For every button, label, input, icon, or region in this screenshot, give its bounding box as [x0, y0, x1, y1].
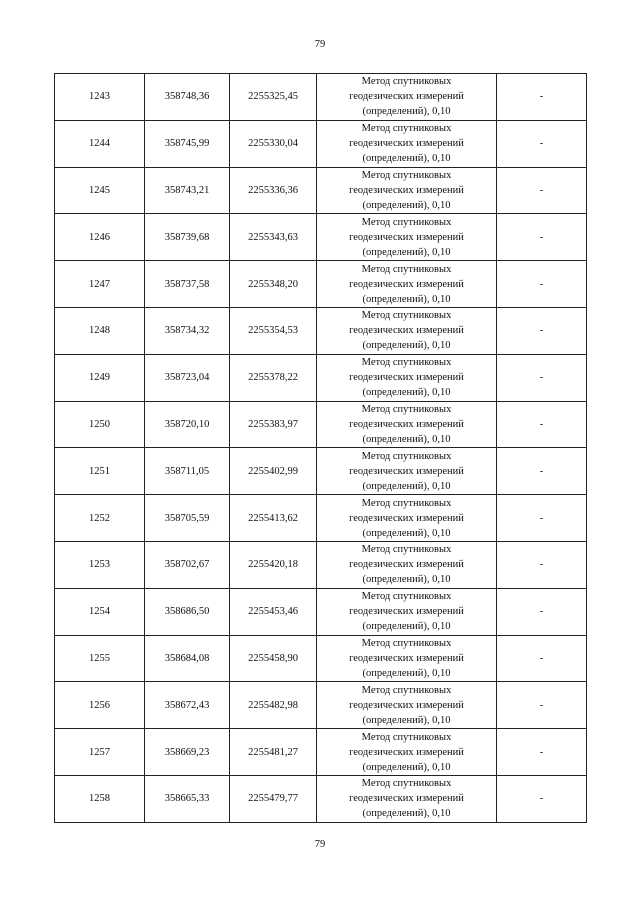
method-line: геодезических измерений [349, 559, 464, 571]
point-number-cell: 1244 [55, 120, 145, 167]
method-line: (определений), 0,10 [362, 293, 451, 305]
method-cell [317, 729, 497, 776]
method-line: геодезических измерений [349, 512, 464, 524]
method-line: (определений), 0,10 [362, 246, 451, 258]
y-coordinate-cell: 2255402,99 [230, 448, 317, 495]
method-cell [317, 120, 497, 167]
note-cell: - [497, 167, 587, 214]
method-line: (определений), 0,10 [362, 667, 451, 679]
table-row [55, 775, 587, 822]
method-line: (определений), 0,10 [362, 153, 451, 165]
method-line: геодезических измерений [349, 606, 464, 618]
point-number-cell: 1249 [55, 354, 145, 401]
coordinates-table-body [55, 74, 587, 823]
point-number-cell: 1251 [55, 448, 145, 495]
note-cell: - [497, 354, 587, 401]
method-line: геодезических измерений [349, 138, 464, 150]
table-row [55, 261, 587, 308]
method-line: (определений), 0,10 [362, 387, 451, 399]
method-line: геодезических измерений [349, 325, 464, 337]
note-cell: - [497, 682, 587, 729]
method-line: Метод спутниковых [361, 310, 452, 322]
method-line: Метод спутниковых [361, 216, 452, 228]
x-coordinate-cell: 358684,08 [145, 635, 230, 682]
y-coordinate-cell: 2255325,45 [230, 74, 317, 121]
method-line: Метод спутниковых [361, 357, 452, 369]
table-row [55, 588, 587, 635]
note-cell: - [497, 401, 587, 448]
method-line: (определений), 0,10 [362, 433, 451, 445]
table-row [55, 448, 587, 495]
y-coordinate-cell: 2255330,04 [230, 120, 317, 167]
method-line: Метод спутниковых [361, 169, 452, 181]
x-coordinate-cell: 358705,59 [145, 495, 230, 542]
method-cell [317, 448, 497, 495]
x-coordinate-cell: 358686,50 [145, 588, 230, 635]
x-coordinate-cell: 358711,05 [145, 448, 230, 495]
method-line: геодезических измерений [349, 746, 464, 758]
method-cell [317, 401, 497, 448]
table-row [55, 729, 587, 776]
method-line: (определений), 0,10 [362, 574, 451, 586]
y-coordinate-cell: 2255479,77 [230, 775, 317, 822]
method-line: геодезических измерений [349, 418, 464, 430]
method-line: Метод спутниковых [361, 544, 452, 556]
point-number-cell: 1247 [55, 261, 145, 308]
method-cell [317, 495, 497, 542]
method-line: (определений), 0,10 [362, 714, 451, 726]
table-row [55, 682, 587, 729]
x-coordinate-cell: 358665,33 [145, 775, 230, 822]
table-row [55, 541, 587, 588]
x-coordinate-cell: 358745,99 [145, 120, 230, 167]
note-cell: - [497, 775, 587, 822]
table-row [55, 354, 587, 401]
table-row [55, 495, 587, 542]
y-coordinate-cell: 2255413,62 [230, 495, 317, 542]
method-line: Метод спутниковых [361, 497, 452, 509]
method-line: геодезических измерений [349, 699, 464, 711]
point-number-cell: 1255 [55, 635, 145, 682]
point-number-cell: 1250 [55, 401, 145, 448]
table-row [55, 401, 587, 448]
note-cell: - [497, 74, 587, 121]
note-cell: - [497, 448, 587, 495]
x-coordinate-cell: 358669,23 [145, 729, 230, 776]
method-line: Метод спутниковых [361, 591, 452, 603]
x-coordinate-cell: 358702,67 [145, 541, 230, 588]
note-cell: - [497, 729, 587, 776]
method-line: геодезических измерений [349, 793, 464, 805]
x-coordinate-cell: 358720,10 [145, 401, 230, 448]
x-coordinate-cell: 358743,21 [145, 167, 230, 214]
method-line: геодезических измерений [349, 91, 464, 103]
method-line: Метод спутниковых [361, 263, 452, 275]
method-line: Метод спутниковых [361, 778, 452, 790]
x-coordinate-cell: 358748,36 [145, 74, 230, 121]
point-number-cell: 1243 [55, 74, 145, 121]
method-line: (определений), 0,10 [362, 106, 451, 118]
table-row [55, 74, 587, 121]
note-cell: - [497, 261, 587, 308]
note-cell: - [497, 541, 587, 588]
table-row [55, 120, 587, 167]
x-coordinate-cell: 358739,68 [145, 214, 230, 261]
method-line: геодезических измерений [349, 231, 464, 243]
method-cell [317, 635, 497, 682]
point-number-cell: 1256 [55, 682, 145, 729]
point-number-cell: 1254 [55, 588, 145, 635]
y-coordinate-cell: 2255348,20 [230, 261, 317, 308]
page-number-top: 79 [314, 39, 326, 50]
note-cell: - [497, 120, 587, 167]
note-cell: - [497, 307, 587, 354]
table-row [55, 214, 587, 261]
method-cell [317, 682, 497, 729]
x-coordinate-cell: 358734,32 [145, 307, 230, 354]
note-cell: - [497, 495, 587, 542]
method-line: (определений), 0,10 [362, 340, 451, 352]
method-cell [317, 261, 497, 308]
method-line: (определений), 0,10 [362, 199, 451, 211]
method-cell [317, 167, 497, 214]
y-coordinate-cell: 2255458,90 [230, 635, 317, 682]
table-row [55, 635, 587, 682]
y-coordinate-cell: 2255383,97 [230, 401, 317, 448]
method-cell [317, 541, 497, 588]
y-coordinate-cell: 2255378,22 [230, 354, 317, 401]
x-coordinate-cell: 358737,58 [145, 261, 230, 308]
method-line: Метод спутниковых [361, 684, 452, 696]
method-cell [317, 588, 497, 635]
point-number-cell: 1245 [55, 167, 145, 214]
y-coordinate-cell: 2255354,53 [230, 307, 317, 354]
method-line: Метод спутниковых [361, 731, 452, 743]
point-number-cell: 1253 [55, 541, 145, 588]
method-cell [317, 775, 497, 822]
method-line: Метод спутниковых [361, 123, 452, 135]
method-line: (определений), 0,10 [362, 480, 451, 492]
point-number-cell: 1248 [55, 307, 145, 354]
method-line: геодезических измерений [349, 465, 464, 477]
note-cell: - [497, 635, 587, 682]
table-row [55, 307, 587, 354]
y-coordinate-cell: 2255343,63 [230, 214, 317, 261]
note-cell: - [497, 588, 587, 635]
method-line: (определений), 0,10 [362, 808, 451, 820]
y-coordinate-cell: 2255481,27 [230, 729, 317, 776]
y-coordinate-cell: 2255336,36 [230, 167, 317, 214]
method-line: Метод спутниковых [361, 450, 452, 462]
method-line: Метод спутниковых [361, 637, 452, 649]
method-line: Метод спутниковых [361, 76, 452, 88]
method-line: Метод спутниковых [361, 403, 452, 415]
point-number-cell: 1257 [55, 729, 145, 776]
table-row [55, 167, 587, 214]
point-number-cell: 1258 [55, 775, 145, 822]
x-coordinate-cell: 358723,04 [145, 354, 230, 401]
method-line: геодезических измерений [349, 652, 464, 664]
method-cell [317, 214, 497, 261]
note-cell: - [497, 214, 587, 261]
point-number-cell: 1246 [55, 214, 145, 261]
method-line: (определений), 0,10 [362, 621, 451, 633]
method-line: (определений), 0,10 [362, 527, 451, 539]
point-number-cell: 1252 [55, 495, 145, 542]
method-line: геодезических измерений [349, 184, 464, 196]
method-line: (определений), 0,10 [362, 761, 451, 773]
coordinates-table [54, 73, 587, 823]
y-coordinate-cell: 2255453,46 [230, 588, 317, 635]
page-number-bottom: 79 [314, 839, 326, 850]
y-coordinate-cell: 2255420,18 [230, 541, 317, 588]
method-line: геодезических измерений [349, 372, 464, 384]
y-coordinate-cell: 2255482,98 [230, 682, 317, 729]
method-line: геодезических измерений [349, 278, 464, 290]
method-cell [317, 74, 497, 121]
method-cell [317, 307, 497, 354]
method-cell [317, 354, 497, 401]
x-coordinate-cell: 358672,43 [145, 682, 230, 729]
